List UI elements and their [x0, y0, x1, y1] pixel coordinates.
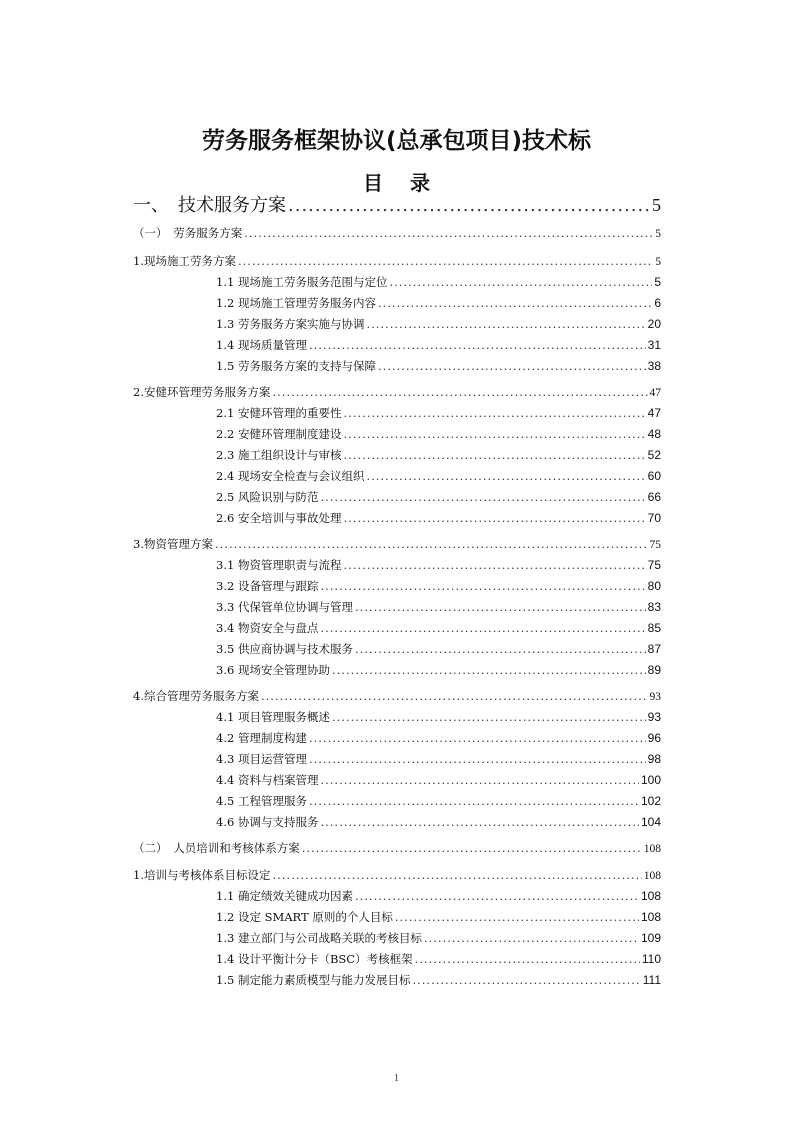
toc-entry[interactable]: [216, 641, 661, 659]
toc-entry[interactable]: [216, 489, 661, 507]
toc-entry-label: 1.1 确定绩效关键成功因素: [216, 889, 353, 903]
toc-entry-label: （一） 劳务服务方案: [133, 226, 243, 240]
toc-entry-page: 108: [643, 843, 661, 855]
toc-leader-dots: [320, 815, 639, 829]
toc-entry[interactable]: [216, 793, 661, 811]
toc-entry[interactable]: [216, 274, 661, 292]
toc-entry[interactable]: [216, 930, 661, 948]
toc-entry-page: 47: [649, 387, 661, 399]
toc-leader-dots: [309, 794, 639, 808]
toc-entry-label: 1.5 制定能力素质模型与能力发展目标: [216, 973, 411, 987]
toc-entry[interactable]: [133, 225, 661, 243]
toc-entry-page: 109: [640, 931, 661, 945]
toc-entry-label: 2.1 安健环管理的重要性: [216, 406, 342, 420]
toc-entry-page: 108: [643, 870, 661, 882]
toc-leader-dots: [343, 406, 645, 420]
toc-leader-dots: [366, 317, 645, 331]
toc-entry-label: 2.5 风险识别与防范: [216, 490, 319, 504]
toc-entry[interactable]: [216, 468, 661, 486]
toc-entry-label: （二） 人员培训和考核体系方案: [133, 841, 300, 855]
toc-leader-dots: [424, 931, 639, 945]
toc-leader-dots: [215, 537, 648, 551]
toc-entry[interactable]: [133, 688, 661, 706]
toc-entry-label: 1.3 劳务服务方案实施与协调: [216, 317, 365, 331]
toc-entry-page: 47: [647, 406, 661, 420]
toc-entry-page: 111: [642, 973, 661, 987]
toc-entry-label: 4.1 项目管理服务概述: [216, 710, 330, 724]
toc-entry-label: 2.4 现场安全检查与会议组织: [216, 469, 365, 483]
toc-leader-dots: [309, 338, 646, 352]
page-number: 1: [394, 1073, 399, 1084]
toc-entry-label: 4.3 项目运营管理: [216, 752, 307, 766]
toc-entry[interactable]: [216, 888, 661, 906]
toc-entry-label: 3.3 代保管单位协调与管理: [216, 600, 353, 614]
toc-entry[interactable]: [216, 972, 661, 990]
toc-entry-page: 87: [647, 642, 661, 656]
toc-entry-label: 1.现场施工劳务方案: [133, 254, 236, 268]
toc-entry-label: 1.2 现场施工管理劳务服务内容: [216, 296, 376, 310]
toc-leader-dots: [343, 511, 645, 525]
toc-entry[interactable]: [216, 751, 661, 769]
toc-leader-dots: [412, 973, 640, 987]
toc-entry-page: 70: [647, 511, 661, 525]
toc-entry-page: 102: [640, 794, 661, 808]
document-title: 劳务服务框架协议(总承包项目)技术标: [201, 128, 592, 154]
toc-entry[interactable]: [133, 253, 661, 271]
toc-entry-page: 5: [654, 275, 661, 289]
toc-entry-page: 38: [647, 359, 661, 373]
toc-leader-dots: [261, 689, 648, 703]
toc-leader-dots: [389, 275, 652, 289]
toc-entry[interactable]: [216, 620, 661, 638]
toc-entry[interactable]: [216, 814, 661, 832]
toc-leader-dots: [320, 773, 639, 787]
toc-entry-label: 1.3 建立部门与公司战略关联的考核目标: [216, 931, 422, 945]
toc-entry-label: 2.安健环管理劳务服务方案: [133, 385, 271, 399]
toc-entry-page: 104: [640, 815, 661, 829]
toc-entry[interactable]: [133, 191, 661, 217]
toc-entry-label: 3.1 物资管理职责与流程: [216, 558, 342, 572]
toc-entry[interactable]: [216, 510, 661, 528]
toc-leader-dots: [332, 663, 646, 677]
toc-entry-label: 1.2 设定 SMART 原则的个人目标: [216, 910, 393, 924]
toc-entry[interactable]: [133, 384, 661, 402]
toc-entry-page: 93: [647, 710, 661, 724]
toc-entry-page: 93: [649, 691, 661, 703]
toc-entry[interactable]: [216, 599, 661, 617]
toc-leader-dots: [343, 427, 645, 441]
toc-heading: 目 录: [363, 171, 430, 195]
toc-leader-dots: [309, 752, 646, 766]
toc-entry[interactable]: [216, 447, 661, 465]
toc-entry-label: 4.6 协调与支持服务: [216, 815, 319, 829]
toc-entry-label: 3.5 供应商协调与技术服务: [216, 642, 353, 656]
toc-entry-page: 5: [655, 256, 661, 268]
toc-entry[interactable]: [216, 909, 661, 927]
toc-entry[interactable]: [216, 578, 661, 596]
toc-leader-dots: [332, 710, 646, 724]
toc-leader-dots: [343, 558, 645, 572]
toc-entry-page: 66: [647, 490, 661, 504]
toc-entry-label: 4.5 工程管理服务: [216, 794, 307, 808]
toc-entry-page: 52: [647, 448, 661, 462]
toc-entry[interactable]: [216, 662, 661, 680]
toc-entry-label: 2.2 安健环管理制度建设: [216, 427, 342, 441]
toc-entry-page: 96: [647, 731, 661, 745]
toc-entry-page: 31: [647, 338, 661, 352]
toc-entry-label: 2.6 安全培训与事故处理: [216, 511, 342, 525]
toc-entry-label: 1.4 现场质量管理: [216, 338, 307, 352]
toc-entry[interactable]: [216, 358, 661, 376]
toc-entry[interactable]: [216, 557, 661, 575]
toc-leader-dots: [415, 952, 640, 966]
toc-entry-page: 60: [647, 469, 661, 483]
toc-entry-label: 2.3 施工组织设计与审核: [216, 448, 342, 462]
toc-leader-dots: [244, 226, 653, 240]
toc-leader-dots: [309, 731, 646, 745]
toc-leader-dots: [355, 642, 646, 656]
toc-entry-label: 一、 技术服务方案: [133, 195, 286, 216]
toc-leader-dots: [302, 841, 642, 855]
toc-entry-label: 3.6 现场安全管理协助: [216, 663, 330, 677]
toc-entry[interactable]: [133, 536, 661, 554]
toc-entry-page: 75: [647, 558, 661, 572]
toc-leader-dots: [355, 889, 639, 903]
toc-entry-page: 110: [641, 952, 661, 966]
toc-leader-dots: [238, 254, 653, 268]
toc-leader-dots: [272, 868, 641, 882]
toc-entry-page: 108: [640, 910, 661, 924]
toc-entry-label: 1.5 劳务服务方案的支持与保障: [216, 359, 376, 373]
toc-entry-label: 3.2 设备管理与跟踪: [216, 579, 319, 593]
toc-leader-dots: [320, 490, 645, 504]
toc-leader-dots: [272, 385, 647, 399]
toc-entry-page: 5: [655, 228, 661, 240]
toc-entry-label: 4.2 管理制度构建: [216, 731, 307, 745]
toc-entry[interactable]: [216, 295, 661, 313]
toc-entry[interactable]: [216, 730, 661, 748]
toc-leader-dots: [378, 359, 646, 373]
toc-entry-label: 1.1 现场施工劳务服务范围与定位: [216, 275, 388, 289]
toc-entry-page: 75: [649, 539, 661, 551]
toc-entry[interactable]: [133, 840, 661, 858]
toc-entry-label: 3.物资管理方案: [133, 537, 213, 551]
toc-entry-page: 80: [647, 579, 661, 593]
toc-entry-page: 85: [647, 621, 661, 635]
toc-entry-page: 89: [647, 663, 661, 677]
toc-entry-page: 98: [647, 752, 661, 766]
toc-entry-label: 3.4 物资安全与盘点: [216, 621, 319, 635]
toc-entry[interactable]: [216, 405, 661, 423]
toc-entry-page: 100: [640, 773, 661, 787]
toc-entry-page: 108: [640, 889, 661, 903]
toc-entry[interactable]: [216, 772, 661, 790]
toc-entry-page: 5: [652, 195, 661, 215]
toc-leader-dots: [366, 469, 645, 483]
toc-entry[interactable]: [216, 709, 661, 727]
toc-entry-label: 1.4 设计平衡计分卡（BSC）考核框架: [216, 952, 413, 966]
toc-entry-label: 1.培训与考核体系目标设定: [133, 868, 271, 882]
toc-leader-dots: [288, 195, 650, 216]
toc-entry-page: 48: [647, 427, 661, 441]
toc-leader-dots: [355, 600, 646, 614]
toc-leader-dots: [395, 910, 639, 924]
toc-entry-label: 4.综合管理劳务服务方案: [133, 689, 259, 703]
toc-leader-dots: [320, 579, 645, 593]
toc-entry-label: 4.4 资料与档案管理: [216, 773, 319, 787]
toc-leader-dots: [343, 448, 645, 462]
toc-entry[interactable]: [216, 426, 661, 444]
toc-entry[interactable]: [216, 951, 661, 969]
toc-entry-page: 20: [647, 317, 661, 331]
toc-leader-dots: [320, 621, 645, 635]
toc-entry[interactable]: [216, 337, 661, 355]
toc-entry[interactable]: [133, 867, 661, 885]
toc-entry-page: 6: [654, 296, 661, 310]
toc-entry[interactable]: [216, 316, 661, 334]
toc-entry-page: 83: [647, 600, 661, 614]
toc-leader-dots: [378, 296, 652, 310]
